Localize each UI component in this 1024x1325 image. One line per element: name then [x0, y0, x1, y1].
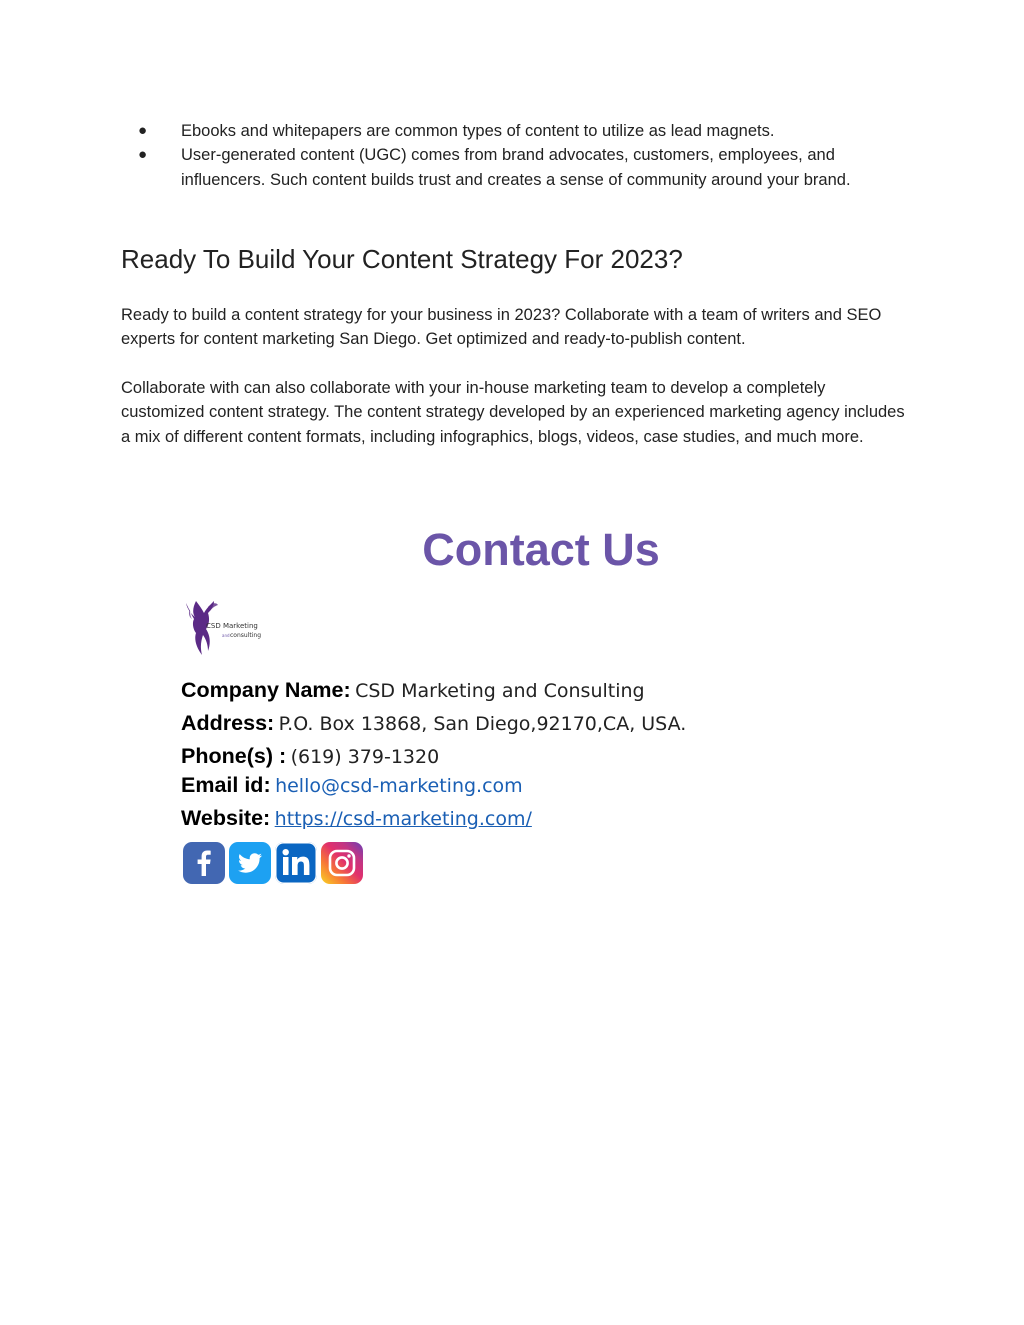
address-value: P.O. Box 13868, San Diego,92170,CA, USA. [278, 713, 687, 735]
logo-text: CSD Marketing [206, 622, 258, 630]
address-row [181, 711, 686, 736]
paragraph: Ready to build a content strategy for your business in 2023? Collaborate with a team of writers and SEO experts for content marketing San Diego. Get optimized and ready-to-publish content. [121, 306, 882, 349]
email-link[interactable]: hello@csd-marketing.com [275, 775, 523, 797]
phone-row [181, 744, 439, 769]
contact-title: Contact Us [422, 524, 660, 575]
company-logo [184, 599, 274, 657]
logo-text-small: and [222, 633, 230, 638]
instagram-icon[interactable] [321, 842, 363, 884]
company-name-value: CSD Marketing and Consulting [355, 680, 645, 702]
list-item [121, 143, 911, 192]
list-item-text: User-generated content (UGC) comes from brand advocates, customers, employees, and influencers. Such content builds trust and creates a sense of community around your brand. [181, 146, 851, 189]
bullet-glyph: ● [138, 146, 148, 164]
website-link[interactable]: https://csd-marketing.com/ [274, 808, 532, 830]
email-label: Email id: [181, 773, 271, 797]
twitter-icon[interactable] [229, 842, 271, 884]
phone-label: Phone(s) : [181, 744, 287, 768]
bullet-glyph: ● [138, 122, 148, 139]
social-icons [183, 842, 363, 884]
company-name-label: Company Name: [181, 678, 351, 702]
linkedin-icon[interactable] [275, 842, 317, 884]
paragraph: Collaborate with can also collaborate with your in-house marketing team to develop a completely customized content strategy. The content strategy developed by an experienced marketing agency includes a mix of different content formats, including infographics, blogs, videos, case studies, and much more. [121, 379, 905, 446]
email-row [181, 773, 523, 798]
phone-value: (619) 379-1320 [290, 746, 440, 768]
list-item-text: Ebooks and whitepapers are common types of content to utilize as lead magnets. [181, 122, 775, 140]
facebook-icon[interactable] [183, 842, 225, 884]
website-label: Website: [181, 806, 271, 830]
company-name-row [181, 678, 645, 703]
address-label: Address: [181, 711, 275, 735]
logo-text: consulting [230, 632, 261, 639]
bullet-list [121, 119, 911, 192]
website-row [181, 806, 532, 831]
section-heading: Ready To Build Your Content Strategy For 2023? [121, 244, 683, 274]
list-item [121, 119, 911, 143]
